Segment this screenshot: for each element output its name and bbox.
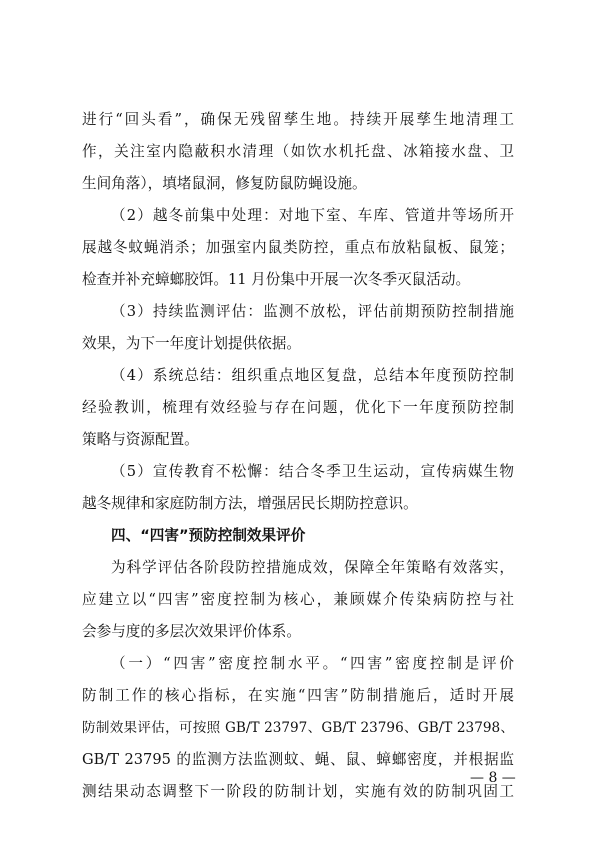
- body-text-line: 作，关注室内隐蔽积水清理（如饮水机托盘、冰箱接水盘、卫: [82, 143, 514, 160]
- body-text-line: 生间角落），填堵鼠洞，修复防鼠防蝇设施。: [82, 175, 367, 192]
- body-text-line: 进行“回头看”，确保无残留孳生地。持续开展孳生地清理工: [82, 111, 514, 128]
- body-text-line: 策略与资源配置。: [82, 431, 199, 448]
- body-text-line: 展越冬蚊蝇消杀；加强室内鼠类防控，重点布放粘鼠板、鼠笼；: [82, 239, 514, 256]
- subsection-first-line: （一）“四害”密度控制水平。“四害”密度控制是评价: [111, 655, 514, 672]
- section-heading: 四、“四害”预防控制效果评价: [111, 527, 306, 544]
- body-text-line: 效果，为下一年度计划提供依据。: [82, 335, 301, 352]
- list-item-5-line: （5）宣传教育不松懈：结合冬季卫生运动，宣传病媒生物: [111, 463, 514, 480]
- body-text-line: 越冬规律和家庭防制方法，增强居民长期防控意识。: [82, 495, 418, 512]
- body-text-line: 防制效果评估，可按照 GB/T 23797、GB/T 23796、GB/T 23798、: [82, 720, 514, 736]
- list-item-3-line: （3）持续监测评估：监测不放松，评估前期预防控制措施: [111, 303, 514, 320]
- page-number: — 8 —: [470, 770, 516, 786]
- body-text-line: 应建立以“四害”密度控制为核心，兼顾媒介传染病防控与社: [82, 591, 514, 608]
- body-text-line: 测结果动态调整下一阶段的防制计划，实施有效的防制巩固工: [82, 783, 514, 800]
- body-text-line: 防制工作的核心指标，在实施“四害”防制措施后，适时开展: [82, 687, 514, 704]
- paragraph-first-line: 为科学评估各阶段防控措施成效，保障全年策略有效落实，: [111, 559, 514, 576]
- body-text-line: 检查并补充蟑螂胶饵。11 月份集中开展一次冬季灭鼠活动。: [82, 271, 471, 288]
- body-text-line: 会参与度的多层次效果评价体系。: [82, 623, 301, 640]
- list-item-4-line: （4）系统总结：组织重点地区复盘，总结本年度预防控制: [111, 367, 514, 384]
- body-text-line: 经验教训，梳理有效经验与存在问题，优化下一年度预防控制: [82, 399, 514, 416]
- body-text-line: GB/T 23795 的监测方法监测蚊、蝇、鼠、蟑螂密度，并根据监: [82, 751, 514, 768]
- list-item-2-line: （2）越冬前集中处理：对地下室、车库、管道井等场所开: [111, 207, 514, 224]
